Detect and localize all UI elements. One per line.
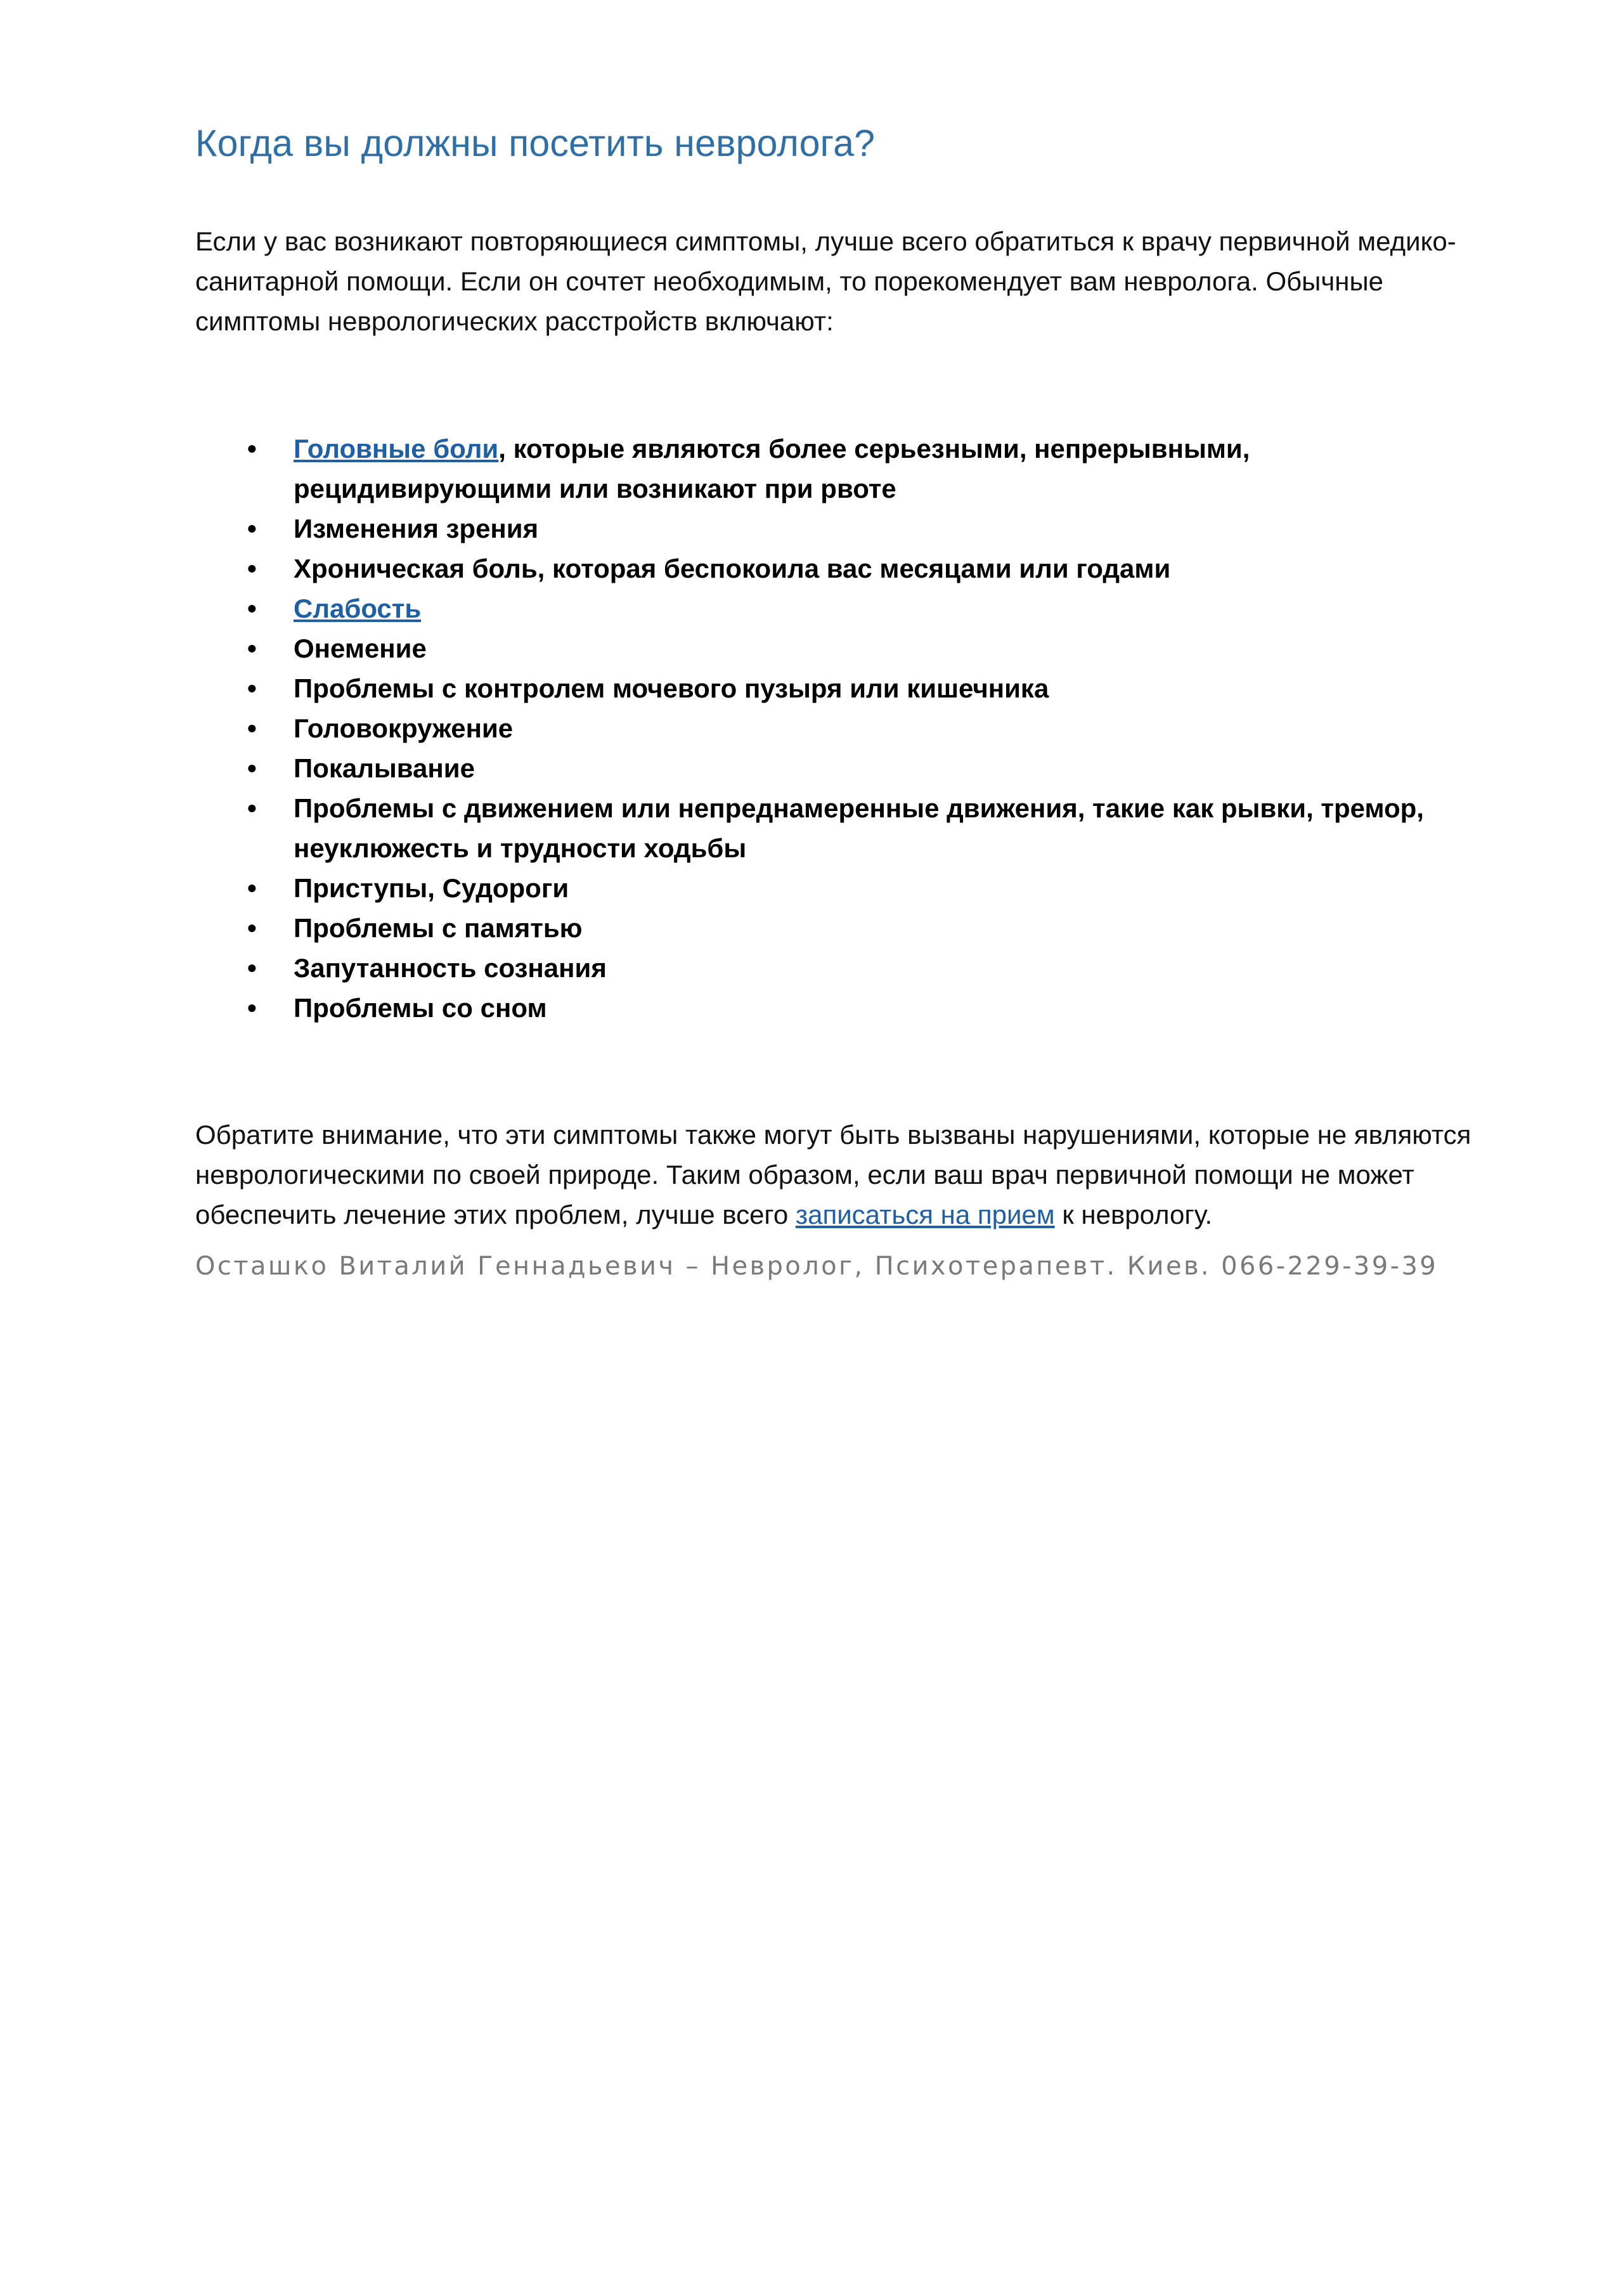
list-item (195, 509, 1514, 548)
note-paragraph (195, 1115, 1520, 1235)
note-text-before: Обратите внимание, что эти симптомы также могут быть вызваны нарушениями, которые не являются неврологическими по своей природе. Таким образом, если ваш врач первичной помощи не может обеспечить лечение этих проблем, лучше всего (195, 1120, 1471, 1229)
list-item-text: Покалывание (294, 753, 475, 783)
document-content (195, 117, 1514, 1285)
list-item-text: Проблемы с движением или непреднамеренные движения, такие как рывки, тремор, неуклюжесть и трудности ходьбы (294, 793, 1424, 863)
bullet-icon: • (247, 993, 257, 1023)
list-item-text: Головокружение (294, 713, 514, 743)
list-item (195, 429, 1514, 509)
bullet-icon: • (247, 793, 257, 823)
list-item (195, 868, 1514, 908)
bullet-icon: • (247, 554, 257, 583)
note-text-after: к неврологу. (1054, 1200, 1213, 1229)
list-item-text: Запутанность сознания (294, 953, 607, 983)
list-item (195, 748, 1514, 788)
bullet-icon: • (247, 873, 257, 903)
list-item (195, 588, 1514, 628)
list-item-text: , которые являются более серьезными, непрерывными, рецидивирующими или возникают при рвоте (294, 434, 1250, 503)
author-signature: Осташко Виталий Геннадьевич – Невролог, Психотерапевт. Киев. 066-229-39-39 (195, 1252, 1439, 1281)
bullet-icon: • (247, 593, 257, 623)
list-item-text: Проблемы с памятью (294, 913, 583, 943)
intro-paragraph: Если у вас возникают повторяющиеся симптомы, лучше всего обратиться к врачу первичной медико-санитарной помощи. Если он сочтет необходимым, то порекомендует вам невролога. Обычные симптомы неврологических расстройств включают: (195, 226, 1456, 336)
bullet-icon: • (247, 913, 257, 943)
bullet-icon: • (247, 673, 257, 703)
headache-link[interactable]: Головные боли (294, 434, 499, 464)
bullet-icon: • (247, 713, 257, 743)
list-item (195, 548, 1514, 588)
appointment-link[interactable]: записаться на прием (795, 1200, 1055, 1229)
list-item-text: Проблемы со сном (294, 993, 547, 1023)
bullet-icon: • (247, 633, 257, 663)
bullet-icon: • (247, 753, 257, 783)
list-item-text: Онемение (294, 633, 427, 663)
list-item (195, 908, 1514, 948)
symptom-list (195, 429, 1514, 1028)
bullet-icon: • (247, 953, 257, 983)
list-item (195, 708, 1514, 748)
bullet-icon: • (247, 514, 257, 543)
list-item-text: Изменения зрения (294, 514, 539, 543)
list-item-text: Хроническая боль, которая беспокоила вас месяцами или годами (294, 554, 1171, 583)
list-item (195, 948, 1514, 988)
weakness-link[interactable]: Слабость (294, 593, 422, 623)
list-item-text: Приступы, Судороги (294, 873, 569, 903)
list-item (195, 788, 1514, 868)
page-title: Когда вы должны посетить невролога? (195, 122, 876, 164)
list-item-text: Проблемы с контролем мочевого пузыря или кишечника (294, 673, 1049, 703)
bullet-icon: • (247, 434, 257, 464)
list-item (195, 628, 1514, 668)
list-item (195, 668, 1514, 708)
list-item (195, 988, 1514, 1028)
